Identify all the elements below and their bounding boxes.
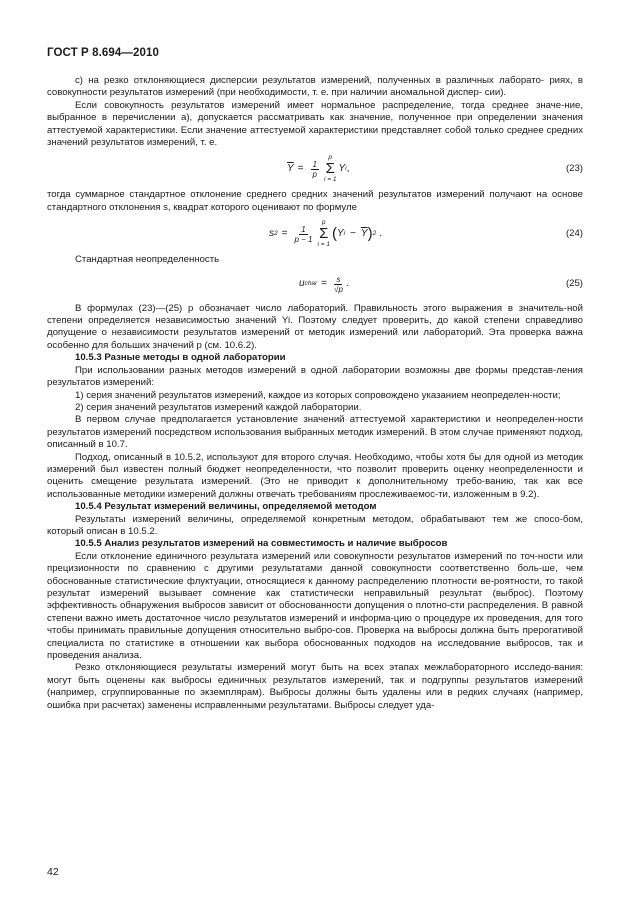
fraction xyxy=(311,160,319,179)
text-line: с) на резко отклоняющиеся дисперсии результатов измерений, полученных в различных лаборато- xyxy=(75,75,545,86)
denominator: p xyxy=(312,169,317,179)
section-heading-10-5-5: 10.5.5 Анализ результатов измерений на совместимость и наличие выбросов xyxy=(75,538,448,550)
paragraph-methods: При использовании разных методов измерений в одной лаборатории возможны две формы представ-ления результатов измерений: xyxy=(47,364,583,389)
formula-24 xyxy=(47,214,583,254)
paragraph-standard-uncertainty: Стандартная неопределенность xyxy=(75,254,220,266)
sum-upper: p xyxy=(321,219,326,227)
paragraph-summary-deviation: тогда суммарное стандартное отклонение среднего средних значений результатов измерений получают на основе стандартного отклонения s, квадрат которого оценивают по формуле xyxy=(47,189,583,213)
subscript: char xyxy=(304,280,318,288)
denominator: √p xyxy=(334,285,343,295)
formula-25 xyxy=(47,267,583,303)
formula-lhs: $\overline{Y}$ xyxy=(287,163,294,175)
list-item-2: 2) серия значений результатов измерений каждой лаборатории. xyxy=(75,401,362,413)
sum-operator xyxy=(324,154,336,184)
section-heading-10-5-3: 10.5.3 Разные методы в одной лаборатории xyxy=(75,352,286,364)
document-body xyxy=(47,75,583,712)
subscript: i xyxy=(345,165,347,173)
numerator: 1 xyxy=(312,159,317,169)
punctuation: . xyxy=(379,228,382,240)
fraction xyxy=(334,275,343,294)
formula-number: (25) xyxy=(565,278,583,290)
numerator: s xyxy=(336,275,341,285)
section-heading-10-5-4: 10.5.4 Результат измерений величины, определяемой методом xyxy=(75,501,377,513)
close-paren: ) xyxy=(367,225,373,243)
formula-number: (24) xyxy=(565,228,583,240)
term-mean: $\overline{Y}$ xyxy=(360,228,368,240)
paragraph-normal-distribution: Если совокупность результатов измерений имеет нормальное распределение, тогда среднее значе-ние, выбранное в перечислении а), допускается рассматривать как значение, полученное при определении значения аттестуемой характеристики. Если значение аттестуемой характеристики представляет собой только среднее средних значений результатов измерений, т. е. xyxy=(47,99,583,149)
subscript: i xyxy=(343,230,346,238)
equals-sign: = xyxy=(321,278,328,290)
paragraph-first-case: В первом случае предполагается установление значений аттестуемой характеристики и неопределен-ности результатов измерений посредством использования выбранных методик измерений. В этом случае применяют подход, описанный в 10.7. xyxy=(47,414,583,451)
sigma-symbol: Σ xyxy=(319,225,329,243)
paragraph-outlier-stages: Резко отклоняющиеся результаты измерений могут быть на всех этапах межлабораторного исследо-вания: могут быть оценены как выбросы единичных результатов измерений, так и подгруппы результатов измерений (например, сгруппированные по экземплярам). Выбросы должны быть удалены или в редких случаях (например, ошибка при расчетах) заменены исправленными результатами. Выбросы следует уда- xyxy=(47,662,583,711)
equals-sign: = xyxy=(297,163,304,175)
formula-lhs: u xyxy=(299,278,305,290)
sum-lower: i = 1 xyxy=(323,176,337,184)
punctuation: , xyxy=(346,163,350,175)
sigma-symbol: Σ xyxy=(325,160,335,178)
term: Y xyxy=(338,163,346,175)
fraction xyxy=(294,225,312,244)
numerator: 1 xyxy=(301,224,306,234)
formula-24-expression xyxy=(269,214,382,254)
sum-lower: i = 1 xyxy=(317,241,330,249)
document-header: ГОСТ Р 8.694—2010 xyxy=(47,47,159,59)
punctuation: . xyxy=(345,278,349,290)
paragraph-formulas-note: В формулах (23)—(25) p обозначает число лабораторий. Правильность этого выражения в значитель-ной степени определяется независимостью значений Yi. Поэтому следует проверить, до какой степени справедливо допущение о независимости результатов измерений от методик измерений или лабораторий. Эта проверка важна особенно для больших значений p (см. 10.6.2). xyxy=(47,302,583,351)
denominator: p − 1 xyxy=(294,234,313,244)
paragraph-outliers: Если отклонение единичного результата измерений или совокупности результатов измерений по точ-ности или прецизионности по сравнению с другими результатами данной совокупности соответственно боль-ше, чем обоснованные статистические флуктуации, относящиеся к данному распределению плотности ве-роятности, то такой результат измерений вызывает сомнение как статистически неправильный результат (выброс). Поэтому эффективность обнаружения выбросов зависит от обоснованности допущения о плотно-сти распределения. В равной степени важно иметь достаточное число результатов измерений и информа-цию о процедуре их проведения, для того чтобы принимать правильные допущения относительно выбро-сов. Проверка на выбросы должна быть прерогативой специалиста по статистике в отношении как выбора обоснованных подходов на исследование выбросов, так и проведения анализа. xyxy=(47,550,583,662)
minus-sign: − xyxy=(350,228,356,240)
superscript: 2 xyxy=(372,230,377,238)
text-line: риях, в совокупности результатов измерений (при необходимости, т. е. при наличии аномальной диспер- xyxy=(47,75,583,99)
list-item-1: 1) серия значений результатов измерений, каждое из которых сопровождено указанием неопределен-ности; xyxy=(75,389,561,401)
text-line: сии). xyxy=(484,87,507,99)
formula-lhs: s xyxy=(269,228,274,240)
paragraph-approach: Подход, описанный в 10.5.2, используют для второго случая. Необходимо, чтобы хотя бы для одной из методик измерений был известен полный бюджет неопределенности, что позволит проверить оценку неопределенности и оценить смещение результата измерений. (Это не приводит к дополнительному требо-ванию, так как все использованные методики измерений должны отвечать требованиям прослеживаемос-ти, изложенным в 9.2). xyxy=(47,451,583,500)
sum-operator xyxy=(317,219,329,249)
formula-number: (23) xyxy=(565,163,583,175)
page-number: 42 xyxy=(47,866,59,878)
term: Y xyxy=(336,228,344,240)
formula-25-expression xyxy=(299,267,349,303)
formula-23 xyxy=(47,149,583,189)
sum-upper: p xyxy=(328,154,333,162)
paragraph-c xyxy=(47,75,583,100)
paragraph-method-results: Результаты измерений величины, определяемой конкретным методом, обрабатывают тем же спосо-бом, который описан в 10.5.2. xyxy=(47,513,583,537)
open-paren: ( xyxy=(331,225,337,243)
superscript: 2 xyxy=(274,230,278,238)
formula-23-expression xyxy=(287,149,349,189)
equals-sign: = xyxy=(281,228,288,240)
